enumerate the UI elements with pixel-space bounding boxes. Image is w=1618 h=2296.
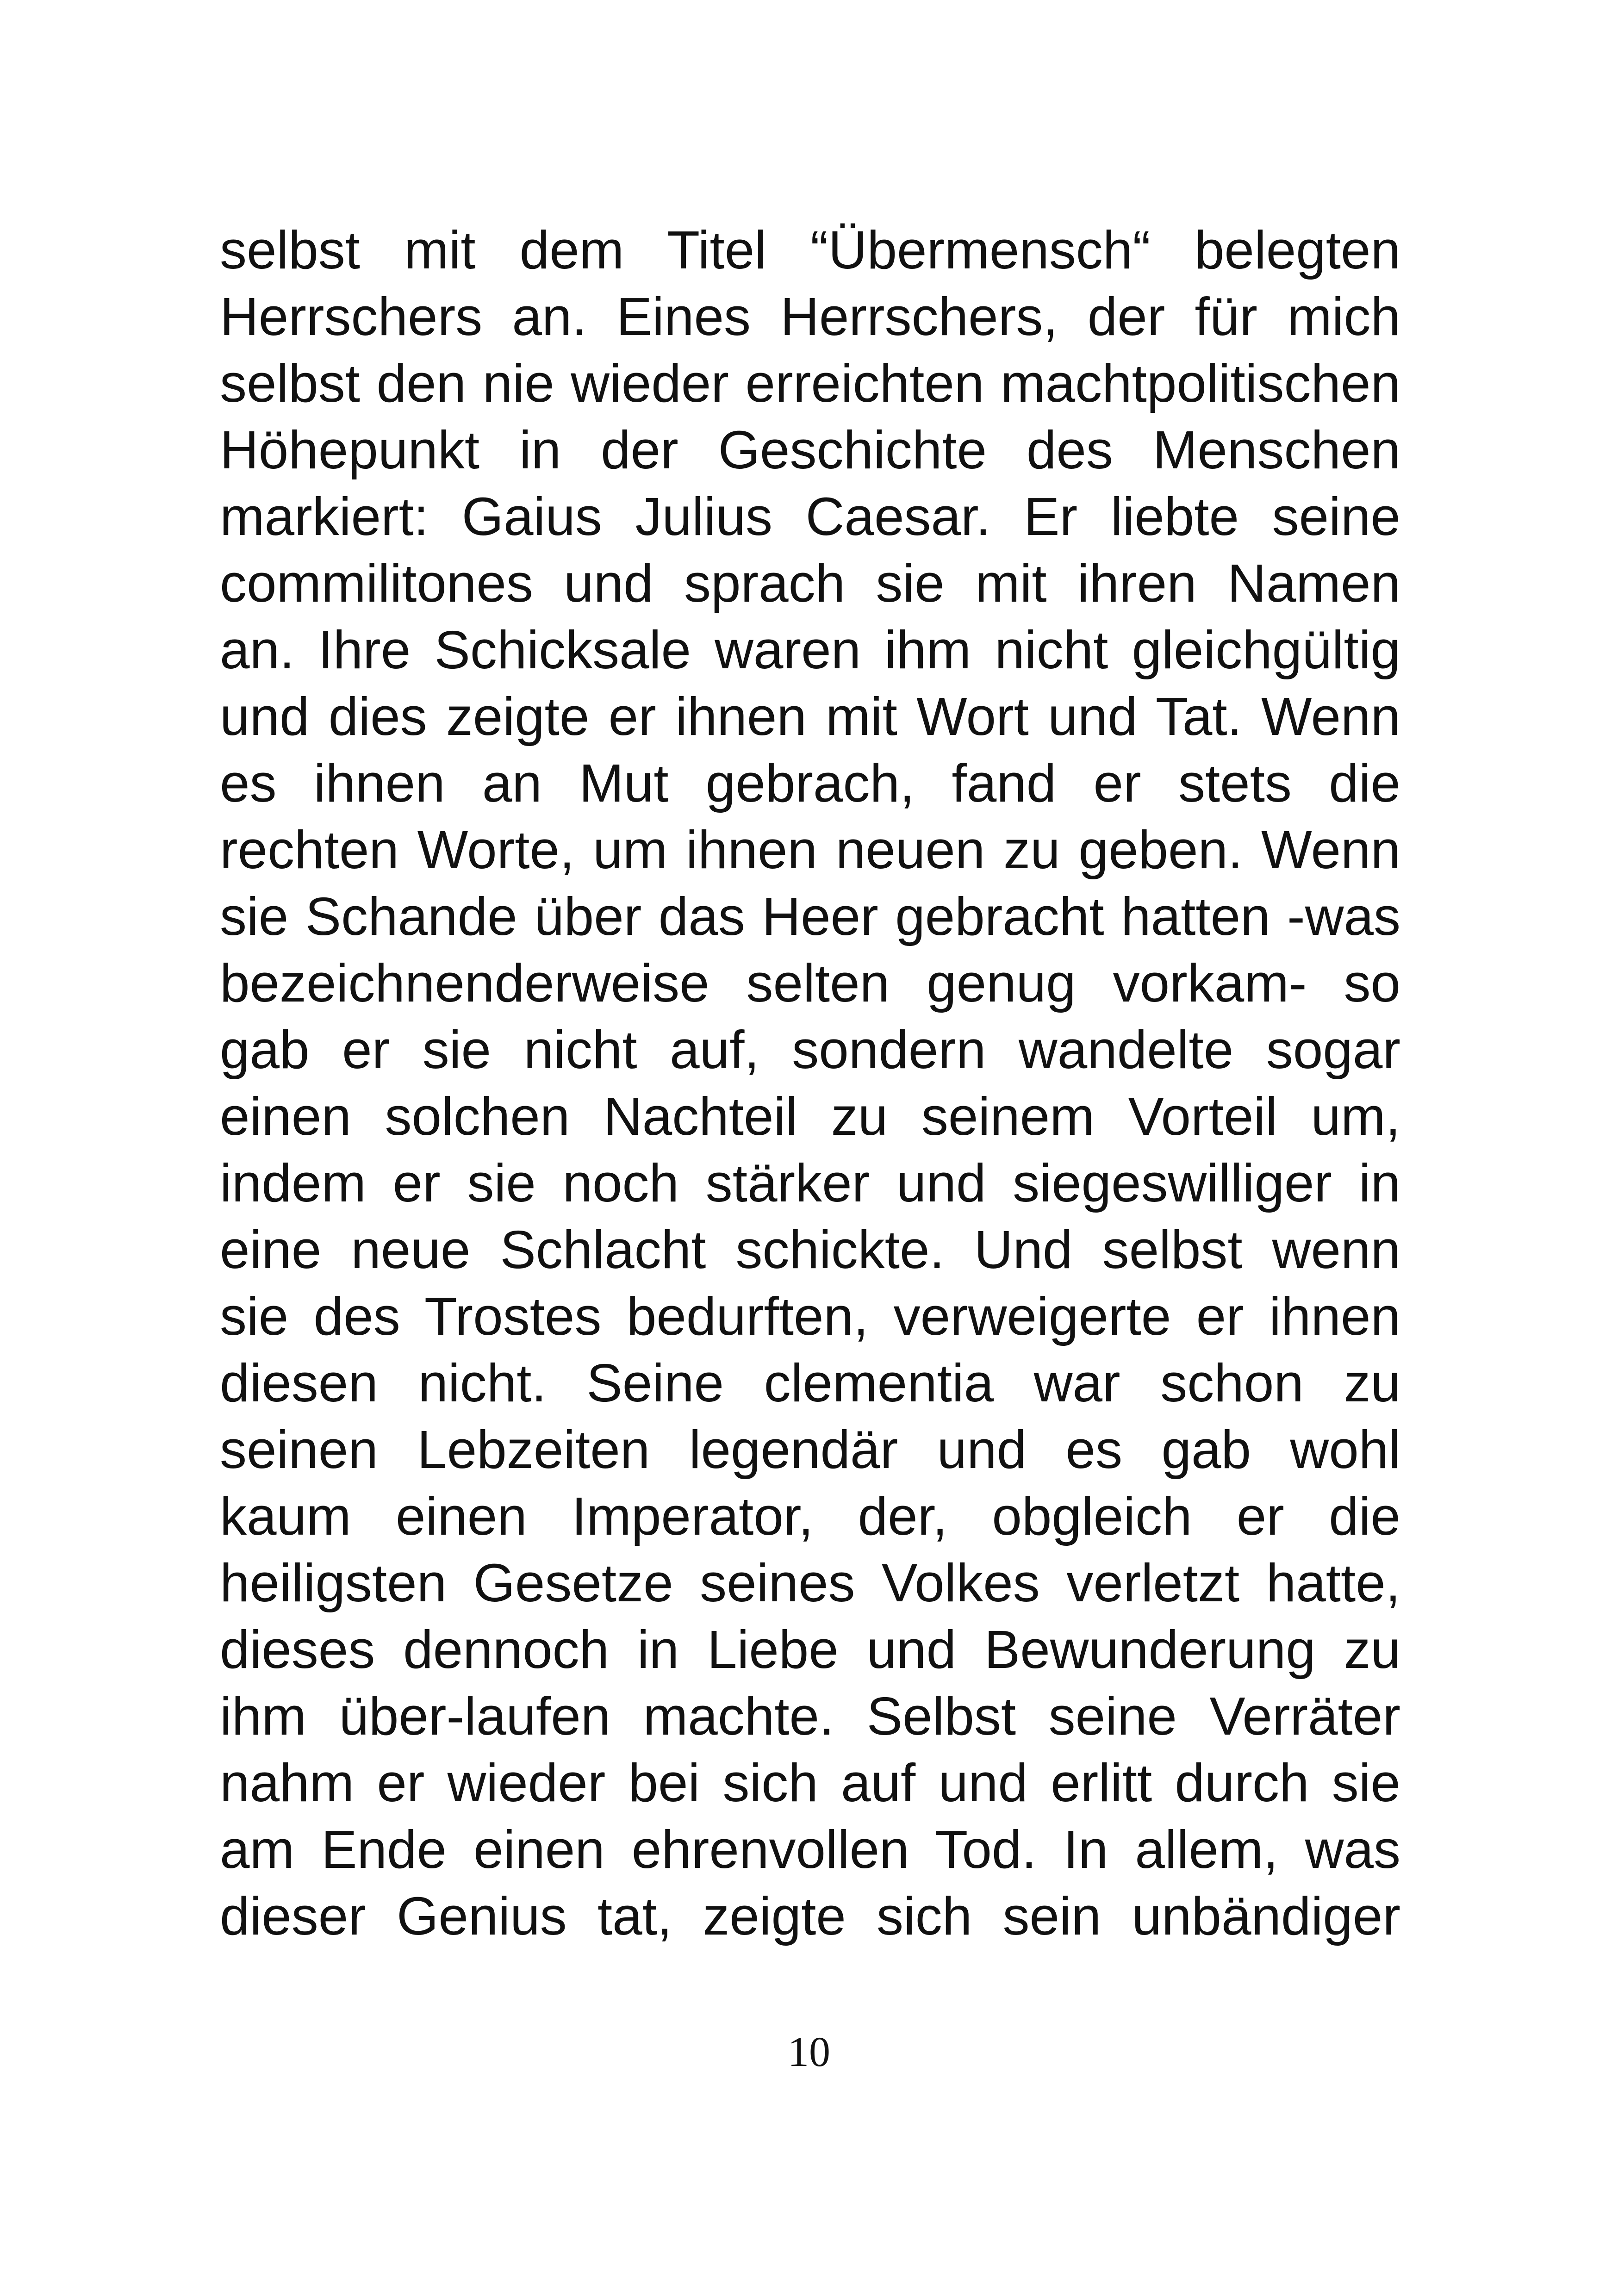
text-line: ihm über-laufen machte. Selbst seine Verräter [220,1686,1400,1746]
text-line: nahm er wieder bei sich auf und erlitt durch sie [220,1753,1400,1813]
text-line: heiligsten Gesetze seines Volkes verletzt hatte, [220,1553,1400,1613]
text-line: markiert: Gaius Julius Caesar. Er liebte seine [220,486,1400,547]
page-number: 10 [788,2028,830,2075]
text-line: dieser Genius tat, zeigte sich sein unbändiger [220,1886,1400,1946]
text-line: gab er sie nicht auf, sondern wandelte sogar [220,1020,1400,1080]
text-line: am Ende einen ehrenvollen Tod. In allem, was [220,1819,1400,1879]
text-line: an. Ihre Schicksale waren ihm nicht gleichgültig [220,620,1400,680]
text-line: bezeichnenderweise selten genug vorkam- so [220,953,1400,1013]
text-line: und dies zeigte er ihnen mit Wort und Tat. Wenn [220,686,1400,747]
text-line: selbst mit dem Titel “Übermensch“ belegten [220,220,1400,280]
text-line: einen solchen Nachteil zu seinem Vorteil um, [220,1086,1400,1146]
text-line: sie des Trostes bedurften, verweigerte er ihnen [220,1286,1400,1346]
text-line: es ihnen an Mut gebrach, fand er stets die [220,753,1400,813]
text-line: diesen nicht. Seine clementia war schon zu [220,1353,1400,1413]
text-line: Herrschers an. Eines Herrschers, der für mich [220,286,1400,347]
text-line: eine neue Schlacht schickte. Und selbst wenn [220,1220,1400,1280]
text-line: indem er sie noch stärker und siegeswilliger in [220,1153,1400,1213]
text-line: sie Schande über das Heer gebracht hatten -was [220,886,1400,946]
text-line: rechten Worte, um ihnen neuen zu geben. Wenn [220,820,1400,880]
body-text [220,217,1400,1949]
text-line: dieses dennoch in Liebe und Bewunderung zu [220,1619,1400,1680]
text-line: seinen Lebzeiten legendär und es gab wohl [220,1419,1400,1480]
text-line: kaum einen Imperator, der, obgleich er die [220,1486,1400,1546]
text-line: selbst den nie wieder erreichten machtpolitischen [220,353,1400,413]
text-line: Höhepunkt in der Geschichte des Menschen [220,420,1400,480]
text-line: commilitones und sprach sie mit ihren Namen [220,553,1400,613]
